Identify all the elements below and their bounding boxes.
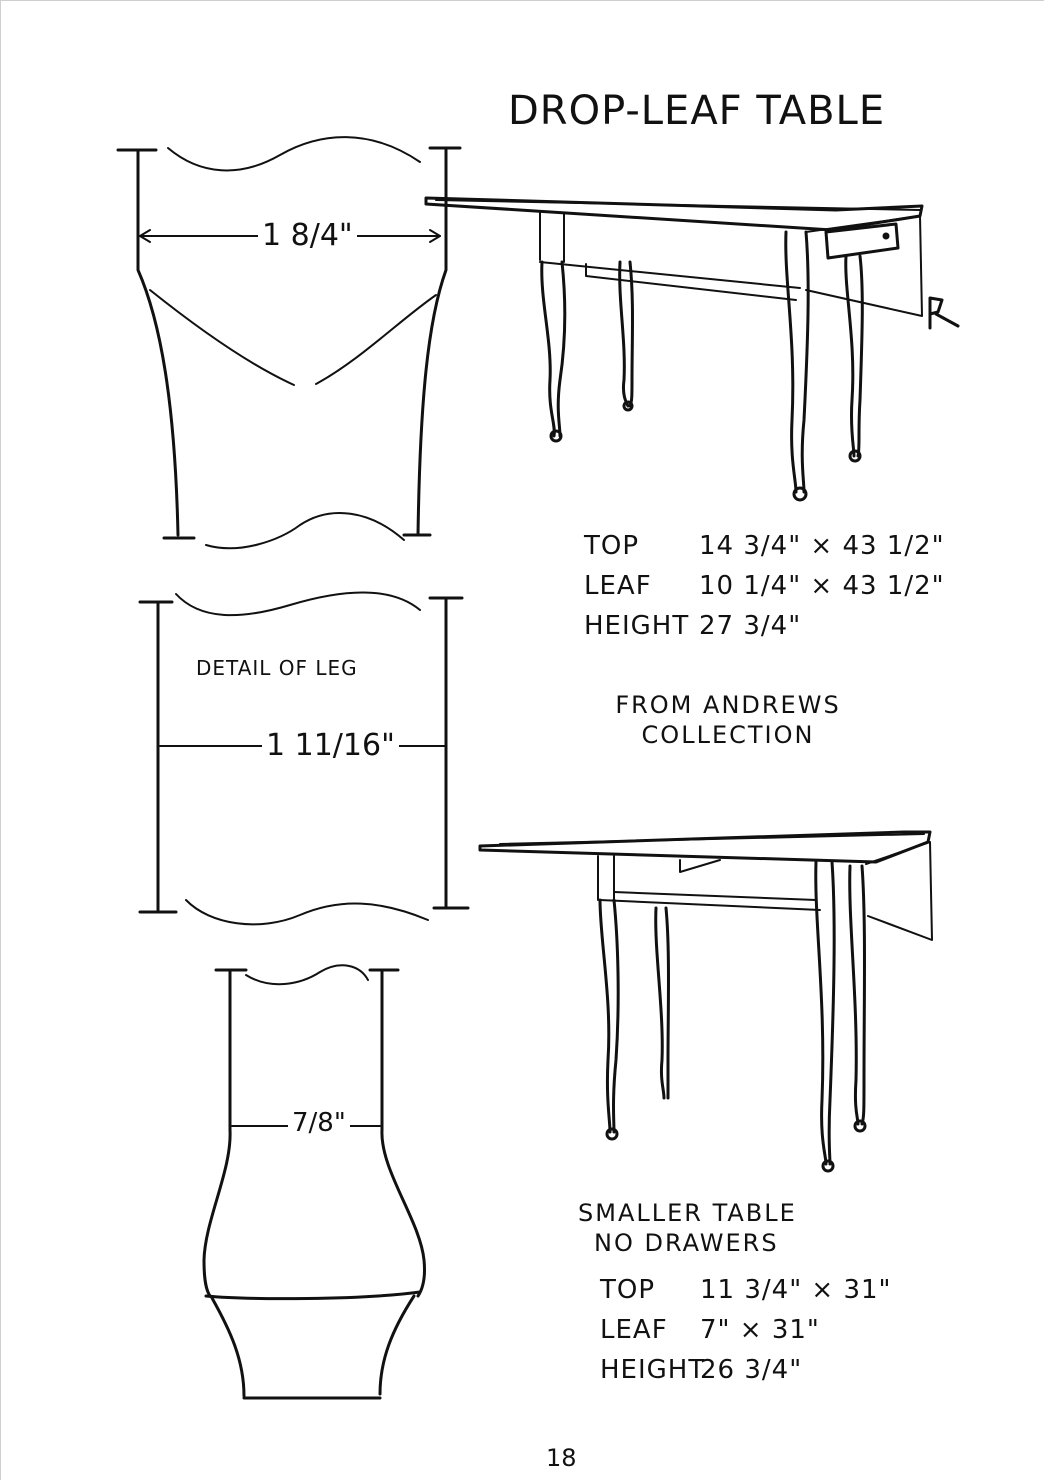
spec-label: TOP <box>600 1275 656 1305</box>
spec-value: 27 3/4" <box>699 611 802 641</box>
table2-spec-height <box>600 1350 892 1390</box>
spec-value: 7" × 31" <box>700 1315 820 1345</box>
source-line-1: FROM ANDREWS <box>615 691 841 719</box>
spec-label: LEAF <box>584 571 652 601</box>
dimension-bottom-leg: 7/8" <box>288 1108 350 1138</box>
spec-value: 10 1/4" × 43 1/2" <box>699 571 945 601</box>
source-caption <box>600 690 856 750</box>
detail-of-leg-label: DETAIL OF LEG <box>196 656 358 680</box>
dimension-top-leg: 1 8/4" <box>258 218 357 253</box>
spec-label: LEAF <box>600 1315 668 1345</box>
table1-spec-height <box>584 606 945 646</box>
table2-spec-leaf <box>600 1310 892 1350</box>
leg-detail-top <box>118 137 460 548</box>
drop-leaf-table-drawing-1 <box>426 198 922 500</box>
spec-value: 26 3/4" <box>700 1355 803 1385</box>
table2-heading <box>578 1198 797 1258</box>
leg-detail-bottom <box>204 965 425 1398</box>
spec-label: HEIGHT <box>584 611 690 641</box>
source-line-2: COLLECTION <box>641 721 815 749</box>
table1-specs <box>584 526 945 646</box>
table2-title-line-1: SMALLER TABLE <box>578 1199 797 1227</box>
spec-value: 14 3/4" × 43 1/2" <box>699 531 945 561</box>
artist-signature <box>930 298 958 328</box>
table2-spec-top <box>600 1270 892 1310</box>
table2-specs <box>600 1270 892 1390</box>
page-title: DROP-LEAF TABLE <box>508 88 886 134</box>
dimension-middle-leg: 1 11/16" <box>262 728 399 763</box>
table1-spec-top <box>584 526 945 566</box>
spec-value: 11 3/4" × 31" <box>700 1275 892 1305</box>
table2-title-line-2: NO DRAWERS <box>594 1229 779 1257</box>
spec-label: TOP <box>584 531 640 561</box>
drop-leaf-table-drawing-2 <box>480 832 932 1171</box>
page-number: 18 <box>546 1444 577 1472</box>
table1-spec-leaf <box>584 566 945 606</box>
spec-label: HEIGHT <box>600 1355 706 1385</box>
